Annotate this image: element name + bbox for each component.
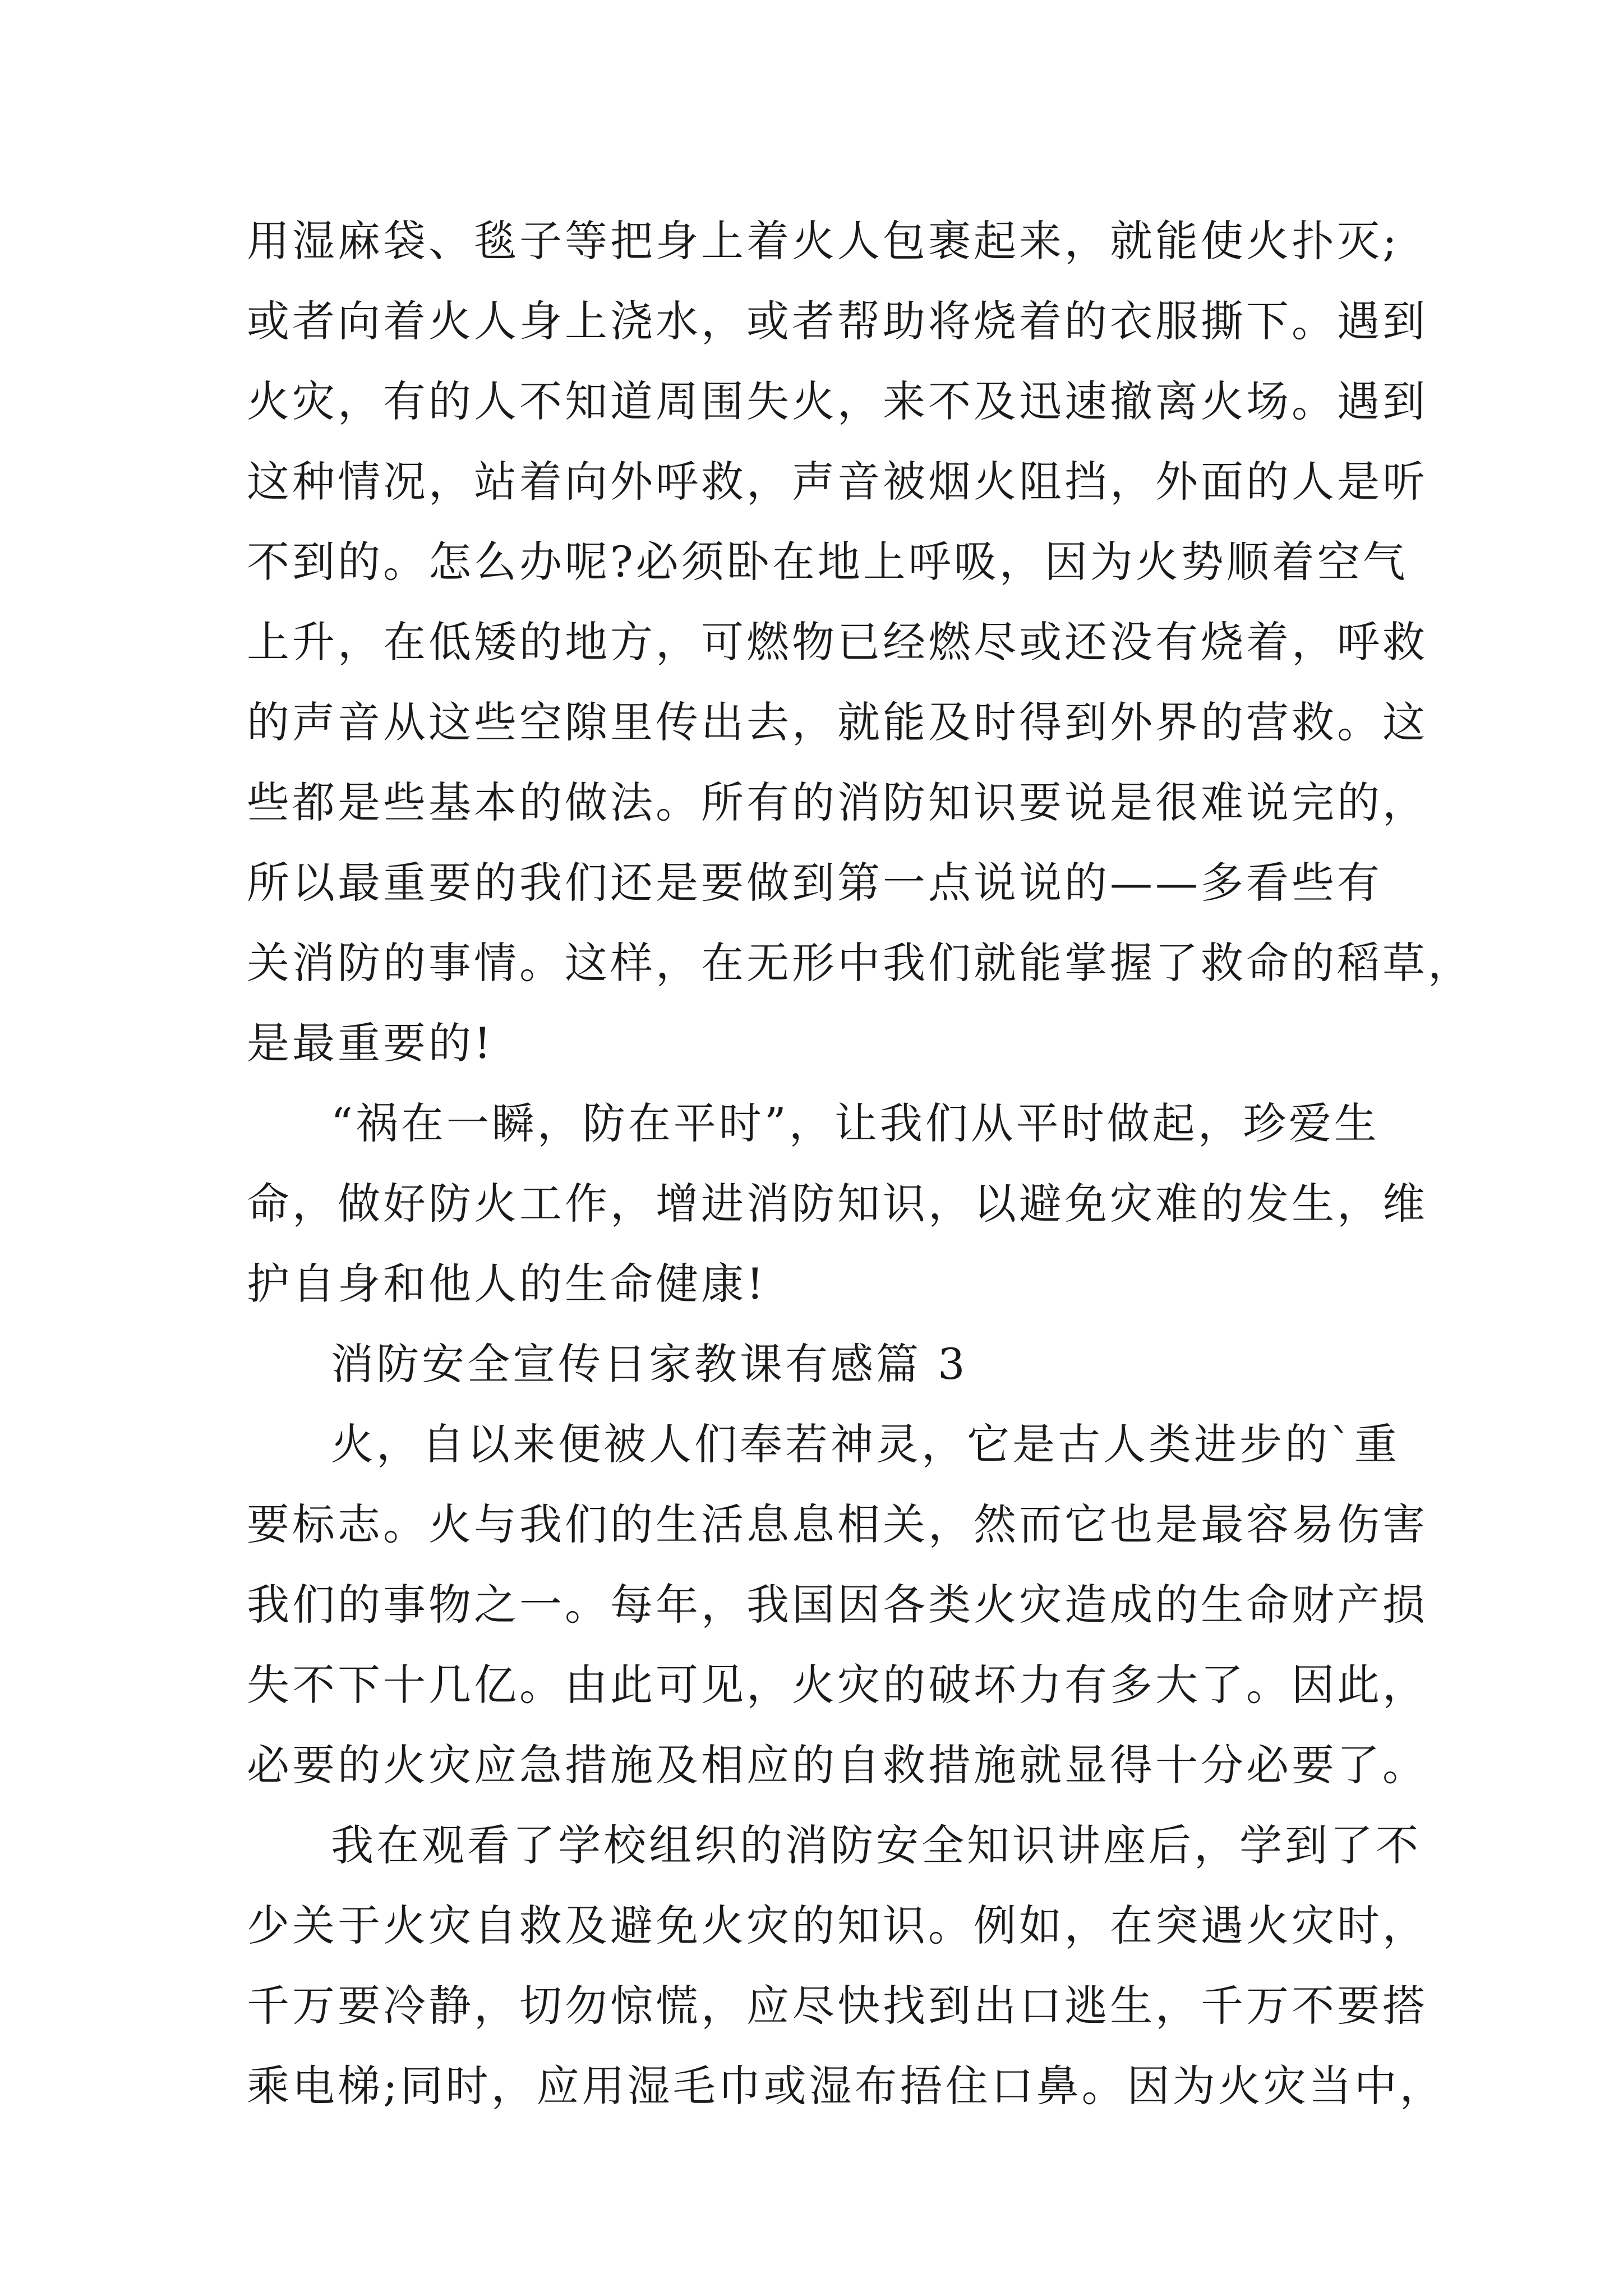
text-line: 用湿麻袋、毯子等把身上着火人包裹起来，就能使火扑灭; bbox=[247, 216, 1400, 266]
paragraph-first-line: 火，自以来便被人们奉若神灵，它是古人类进步的`重 bbox=[331, 1419, 1400, 1469]
text-line: 千万要冷静，切勿惊慌，应尽快找到出口逃生，千万不要搭 bbox=[247, 1981, 1428, 2031]
text-line: 命，做好防火工作，增进消防知识，以避免灾难的发生，维 bbox=[247, 1179, 1428, 1228]
text-line: 失不下十几亿。由此可见，火灾的破坏力有多大了。因此， bbox=[247, 1660, 1428, 1710]
text-line: 不到的。怎么办呢?必须卧在地上呼吸，因为火势顺着空气 bbox=[247, 537, 1408, 587]
paragraph-first-line: 我在观看了学校组织的消防安全知识讲座后，学到了不 bbox=[331, 1820, 1421, 1870]
text-line: 这种情况，站着向外呼救，声音被烟火阻挡，外面的人是听 bbox=[247, 457, 1428, 507]
text-line: 是最重要的! bbox=[247, 1018, 494, 1068]
text-line: 要标志。火与我们的生活息息相关，然而它也是最容易伤害 bbox=[247, 1499, 1428, 1549]
text-line: 必要的火灾应急措施及相应的自救措施就显得十分必要了。 bbox=[247, 1740, 1428, 1790]
text-line: 我们的事物之一。每年，我国因各类火灾造成的生命财产损 bbox=[247, 1580, 1428, 1630]
text-line: 上升，在低矮的地方，可燃物已经燃尽或还没有烧着，呼救 bbox=[247, 617, 1428, 667]
section-heading: 消防安全宣传日家教课有感篇 3 bbox=[331, 1339, 968, 1389]
text-line: 或者向着火人身上浇水，或者帮助将烧着的衣服撕下。遇到 bbox=[247, 296, 1428, 346]
paragraph-first-line: “祸在一瞬，防在平时”，让我们从平时做起，珍爱生 bbox=[331, 1098, 1380, 1148]
text-line: 少关于火灾自救及避免火灾的知识。例如，在突遇火灾时， bbox=[247, 1901, 1428, 1950]
text-line: 乘电梯;同时，应用湿毛巾或湿布捂住口鼻。因为火灾当中， bbox=[247, 2061, 1445, 2111]
text-line: 的声音从这些空隙里传出去，就能及时得到外界的营救。这 bbox=[247, 697, 1428, 747]
text-line: 护自身和他人的生命健康! bbox=[247, 1259, 767, 1309]
text-line: 所以最重要的我们还是要做到第一点说说的——多看些有 bbox=[247, 858, 1382, 908]
text-line: 火灾，有的人不知道周围失火，来不及迅速撤离火场。遇到 bbox=[247, 376, 1428, 426]
text-line: 些都是些基本的做法。所有的消防知识要说是很难说完的， bbox=[247, 777, 1428, 827]
text-line: 关消防的事情。这样，在无形中我们就能掌握了救命的稻草， bbox=[247, 938, 1473, 988]
